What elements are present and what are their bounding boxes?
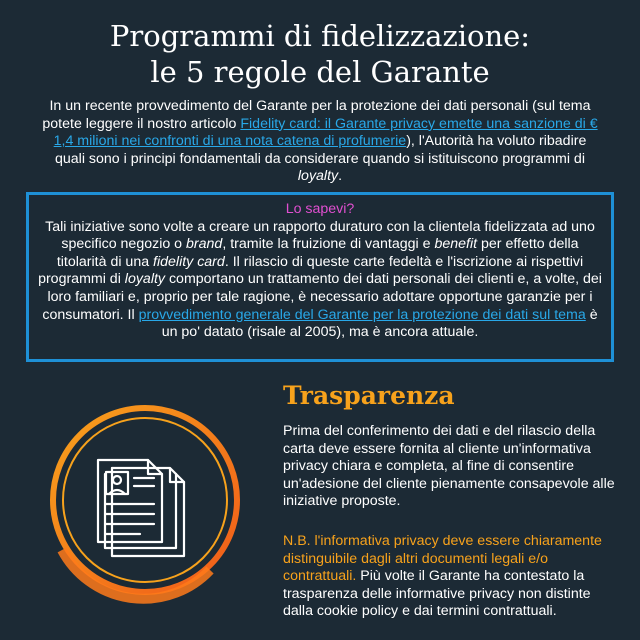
box-text-3: per effetto della titolarità di una (56, 236, 579, 270)
transparency-illustration (0, 400, 282, 640)
fidelity-card-article-link[interactable]: Fidelity card: il Garante privacy emette una sanzione di € 1,4 milioni nei confronti di una nota catena di profumerie (53, 115, 598, 150)
outer-ring (53, 408, 237, 592)
box-italic-fidelity-card: fidelity card (153, 253, 225, 270)
transparency-paragraph: Prima del conferimento dei dati e del rilascio della carta deve essere fornita al cliente un'informativa privacy chiara e completa, al fine di consentire un'adesione del cliente pienamente consapevole alle iniziative proposte. (283, 423, 615, 510)
page-title (0, 18, 640, 90)
box-text-5: comportano un trattamento dei dati personali dei clienti e, a volte, dei loro familiari e, proprio per tale ragione, è necessario adottare opportune garanzie per i consumatori. Il (42, 271, 602, 323)
box-italic-loyalty: loyalty (124, 271, 166, 288)
note-rest: Più volte il Garante ha contestato la trasparenza delle informative privacy non distinte dalla cookie policy e dai termini contrattuali. (283, 568, 591, 620)
document-profile-icon (98, 460, 184, 556)
section-title-transparency: Trasparenza (283, 381, 455, 410)
box-italic-benefit: benefit (434, 236, 478, 253)
transparency-note-paragraph (283, 533, 623, 621)
did-you-know-box (26, 192, 614, 362)
garante-general-provision-link[interactable]: provvedimento generale del Garante per la protezione dei dati sul tema (138, 306, 586, 323)
box-text-4: . Il rilascio di queste carte fedeltà e l'iscrizione ai rispettivi programmi di (38, 253, 584, 288)
intro-text-after: ), l'Autorità ha voluto ribadire quali sono i principi fondamentali da considerare quando si istituiscono programmi di (55, 133, 587, 167)
intro-paragraph (40, 98, 600, 186)
title-line-1: Programmi di fidelizzazione: (109, 19, 531, 53)
intro-text-before: In un recente provvedimento del Garante per la protezione dei dati personali (sul tema potete leggere il nostro articolo (42, 98, 591, 132)
intro-period: . (338, 168, 343, 185)
box-italic-brand: brand (186, 236, 223, 253)
box-text-1: Tali iniziative sono volte a creare un rapporto duraturo con la clientela fidelizzata ad uno specifico negozio o (45, 218, 595, 253)
inner-ring (63, 418, 227, 582)
box-text-2: , tramite la fruizione di vantaggi e (222, 236, 435, 253)
intro-italic-loyalty: loyalty (297, 168, 339, 185)
nb-highlight: N.B. l'informativa privacy deve essere chiaramente distinguibile dagli altri documenti legali e/o contrattuali. (283, 533, 602, 585)
title-line-2: le 5 regole del Garante (150, 55, 490, 89)
did-you-know-title: Lo sapevi? (285, 201, 355, 217)
box-text-6: è un po' datato (risale al 2005), ma è ancora attuale. (161, 306, 598, 341)
